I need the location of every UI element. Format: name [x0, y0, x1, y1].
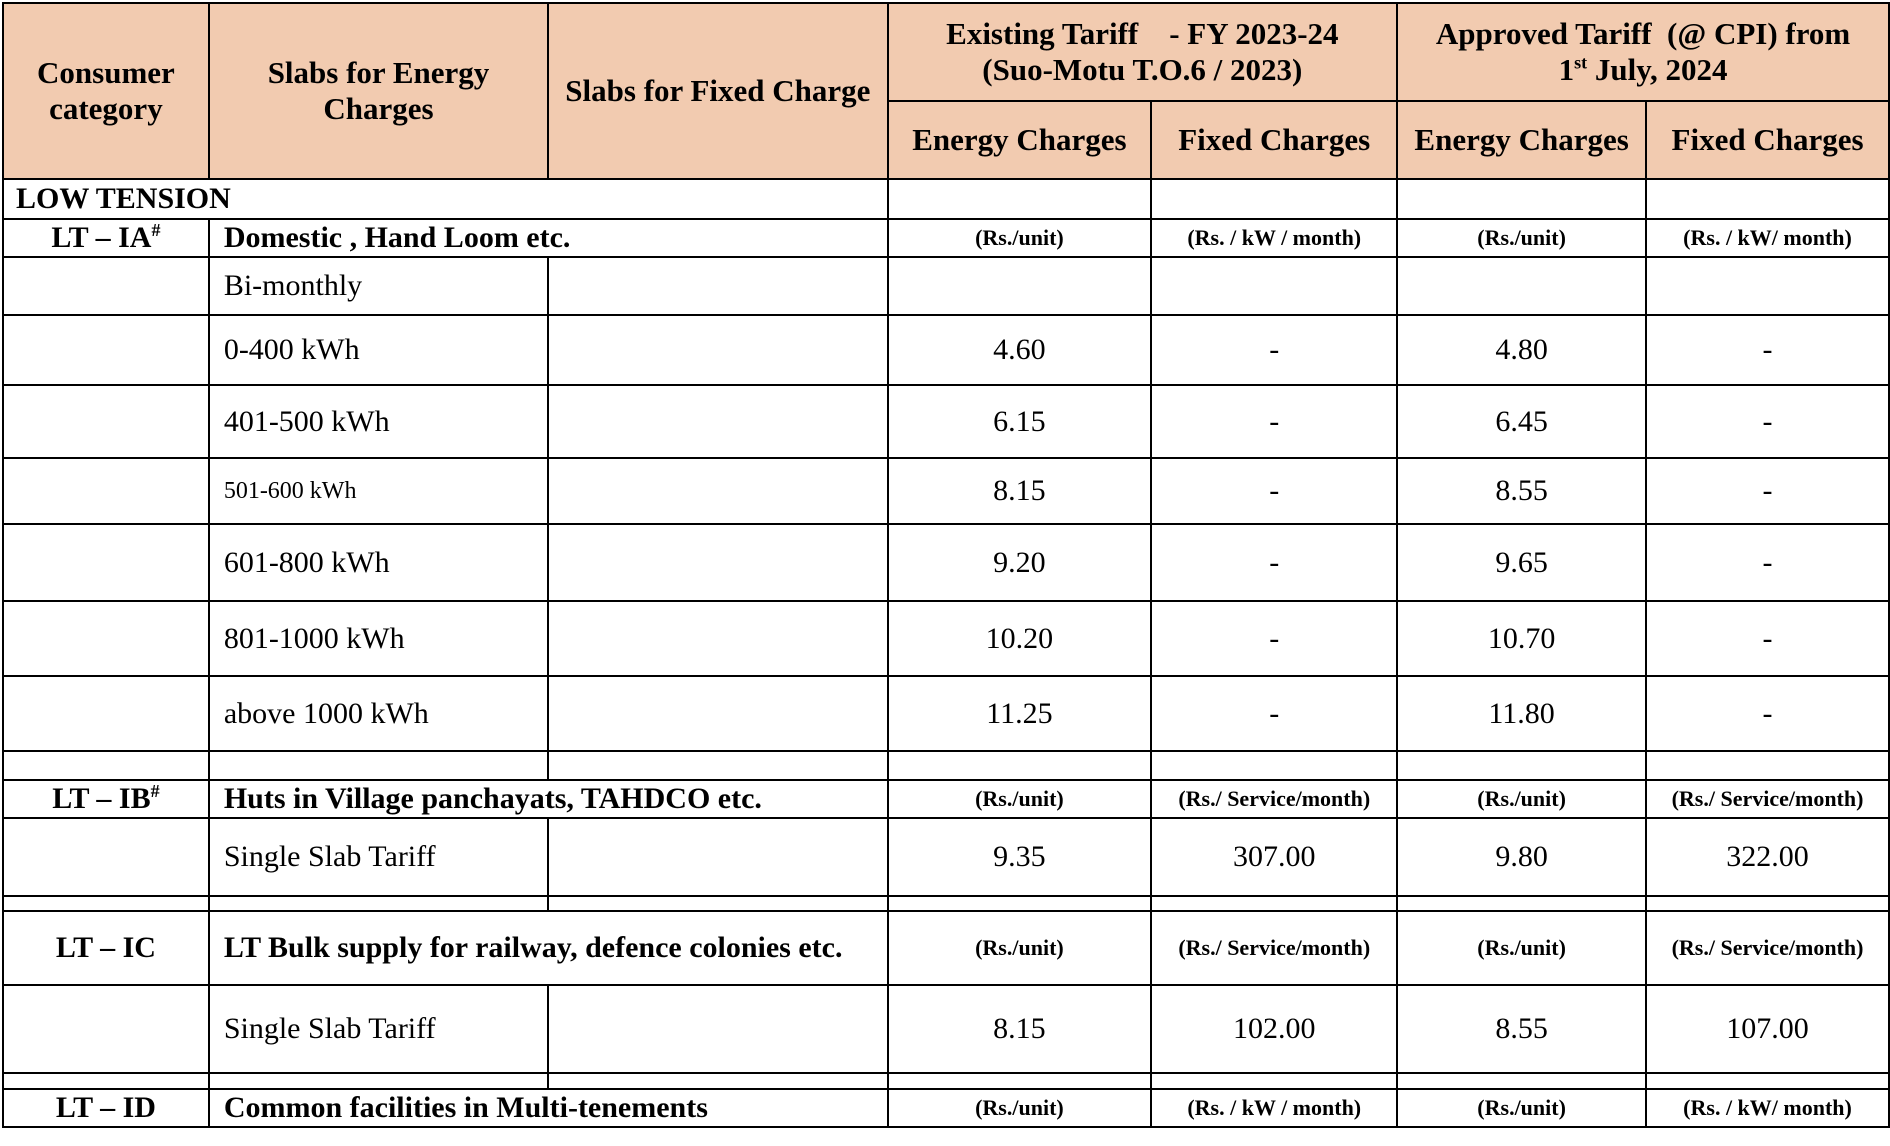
spacer-row	[3, 896, 1889, 911]
existing-energy-value: 8.15	[888, 458, 1152, 524]
category-description-lt-ia: Domestic , Hand Loom etc.	[209, 219, 888, 257]
header-approved-line1: Approved Tariff (@ CPI) from	[1435, 16, 1851, 51]
table-row	[3, 524, 1889, 601]
approved-energy-value: 8.55	[1397, 458, 1646, 524]
category-description-lt-ib: Huts in Village panchayats, TAHDCO etc.	[209, 780, 888, 818]
category-code-lt-ib: LT – IB#	[3, 780, 209, 818]
unit-label: (Rs./unit)	[1397, 1089, 1646, 1127]
header-existing-line2: (Suo-Motu T.O.6 / 2023)	[982, 52, 1303, 87]
category-code-lt-id: LT – ID	[3, 1089, 209, 1127]
approved-fixed-value: -	[1646, 315, 1889, 385]
existing-energy-value: 9.35	[888, 818, 1152, 896]
existing-energy-value: 10.20	[888, 601, 1152, 676]
header-existing-energy: Energy Charges	[888, 101, 1152, 179]
approved-fixed-value: -	[1646, 458, 1889, 524]
existing-fixed-value: 102.00	[1151, 985, 1397, 1073]
existing-fixed-value: -	[1151, 524, 1397, 601]
slab-label: 401-500 kWh	[209, 385, 548, 458]
header-slabs-fixed: Slabs for Fixed Charge	[548, 3, 887, 179]
existing-energy-value: 8.15	[888, 985, 1152, 1073]
unit-label: (Rs./unit)	[888, 1089, 1152, 1127]
unit-label: (Rs./ Service/month)	[1646, 911, 1889, 985]
unit-label: (Rs. / kW/ month)	[1646, 219, 1889, 257]
unit-label: (Rs. / kW / month)	[1151, 1089, 1397, 1127]
category-description-lt-ic: LT Bulk supply for railway, defence colonies etc.	[209, 911, 888, 985]
slab-label: 601-800 kWh	[209, 524, 548, 601]
unit-label: (Rs./ Service/month)	[1151, 911, 1397, 985]
existing-fixed-value: -	[1151, 385, 1397, 458]
unit-label: (Rs./unit)	[888, 780, 1152, 818]
approved-energy-value: 9.65	[1397, 524, 1646, 601]
table-row	[3, 601, 1889, 676]
slab-label: 501-600 kWh	[209, 458, 548, 524]
approved-fixed-value: -	[1646, 524, 1889, 601]
approved-energy-value: 4.80	[1397, 315, 1646, 385]
section-low-tension: LOW TENSION	[3, 179, 888, 219]
slab-label: above 1000 kWh	[209, 676, 548, 751]
category-code-lt-ia: LT – IA#	[3, 219, 209, 257]
existing-fixed-value: -	[1151, 601, 1397, 676]
existing-fixed-value: -	[1151, 315, 1397, 385]
approved-fixed-value: 107.00	[1646, 985, 1889, 1073]
header-approved-tariff	[1397, 3, 1889, 101]
existing-fixed-value: 307.00	[1151, 818, 1397, 896]
header-approved-energy: Energy Charges	[1397, 101, 1646, 179]
unit-label: (Rs./ Service/month)	[1151, 780, 1397, 818]
approved-fixed-value: -	[1646, 601, 1889, 676]
approved-fixed-value: -	[1646, 385, 1889, 458]
tariff-table	[2, 2, 1890, 1128]
header-consumer-category: Consumer category	[3, 3, 209, 179]
header-existing-fixed: Fixed Charges	[1151, 101, 1397, 179]
approved-fixed-value: 322.00	[1646, 818, 1889, 896]
unit-label: (Rs./unit)	[1397, 780, 1646, 818]
approved-energy-value: 6.45	[1397, 385, 1646, 458]
slab-label: Single Slab Tariff	[209, 818, 548, 896]
spacer-row	[3, 1073, 1889, 1089]
unit-label: (Rs. / kW/ month)	[1646, 1089, 1889, 1127]
existing-energy-value: 11.25	[888, 676, 1152, 751]
table-row	[3, 676, 1889, 751]
existing-fixed-value: -	[1151, 676, 1397, 751]
spacer-row	[3, 751, 1889, 780]
slab-label: 801-1000 kWh	[209, 601, 548, 676]
unit-label: (Rs./unit)	[888, 911, 1152, 985]
slab-label: Single Slab Tariff	[209, 985, 548, 1073]
category-code-lt-ic: LT – IC	[3, 911, 209, 985]
unit-label: (Rs./unit)	[888, 219, 1152, 257]
approved-energy-value: 9.80	[1397, 818, 1646, 896]
category-description-lt-id: Common facilities in Multi-tenements	[209, 1089, 888, 1127]
approved-energy-value: 8.55	[1397, 985, 1646, 1073]
table-row	[3, 985, 1889, 1073]
header-approved-fixed: Fixed Charges	[1646, 101, 1889, 179]
approved-energy-value: 11.80	[1397, 676, 1646, 751]
header-existing-tariff	[888, 3, 1398, 101]
header-approved-line2: 1st July, 2024	[1558, 52, 1728, 87]
slab-label: 0-400 kWh	[209, 315, 548, 385]
unit-label: (Rs./unit)	[1397, 219, 1646, 257]
billing-period: Bi-monthly	[209, 257, 548, 315]
table-row	[3, 818, 1889, 896]
approved-energy-value: 10.70	[1397, 601, 1646, 676]
table-row	[3, 458, 1889, 524]
existing-fixed-value: -	[1151, 458, 1397, 524]
header-slabs-energy: Slabs for Energy Charges	[209, 3, 548, 179]
existing-energy-value: 9.20	[888, 524, 1152, 601]
table-row	[3, 385, 1889, 458]
unit-label: (Rs./ Service/month)	[1646, 780, 1889, 818]
existing-energy-value: 6.15	[888, 385, 1152, 458]
unit-label: (Rs. / kW / month)	[1151, 219, 1397, 257]
table-row	[3, 315, 1889, 385]
existing-energy-value: 4.60	[888, 315, 1152, 385]
unit-label: (Rs./unit)	[1397, 911, 1646, 985]
header-existing-line1: Existing Tariff - FY 2023-24	[946, 16, 1339, 51]
approved-fixed-value: -	[1646, 676, 1889, 751]
